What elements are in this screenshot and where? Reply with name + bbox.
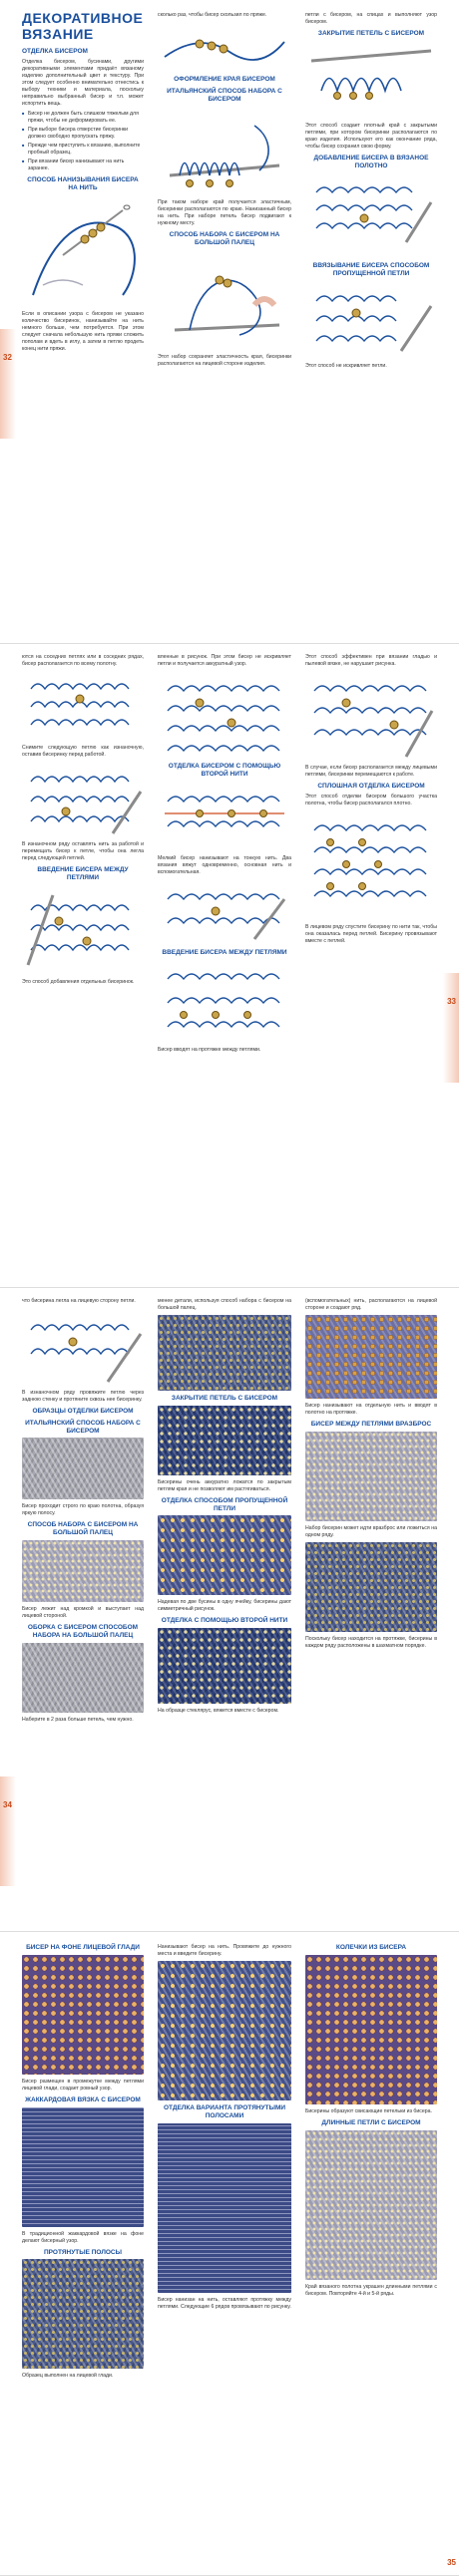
section-heading: ВВЕДЕНИЕ БИСЕРА МЕЖДУ ПЕТЛЯМИ [162, 948, 287, 956]
subsection-heading: СПОСОБ НАБОРА С БИСЕРОМ НА БОЛЬШОЙ ПАЛЕЦ [169, 231, 280, 247]
section-heading: СПЛОШНАЯ ОТДЕЛКА БИСЕРОМ [317, 783, 425, 791]
paragraph: Бисерины образуют свисающие петельки из бисера. [305, 2107, 432, 2114]
subsection-heading: ВВЯЗЫВАНИЕ БИСЕРА СПОСОБОМ ПРОПУЩЕННОЙ ПЕТЛИ [312, 262, 430, 278]
pattern-diagram [158, 671, 291, 759]
paragraph: Край вязаного полотна украшен длинными петлями с бисером. Повторяйте 4-й и 5-й ряды. [305, 2283, 437, 2297]
thumb-cast-on-diagram [158, 250, 291, 350]
paragraph: Бисерины очень аккуратно ложатся по закрытым петлям края и не позволяют им растягиваться. [158, 1478, 291, 1492]
solid-bead-diagram [305, 810, 437, 920]
column-3 [301, 1932, 441, 2575]
paragraph: Снимите следующую петлю как изнаночную, оставив бисеринку перед работой. [22, 745, 144, 759]
paragraph: Этот способ отделки бисером большого участка полотна, чтобы бисер располагался плотно. [305, 793, 437, 806]
italian-cast-on-diagram [158, 106, 291, 195]
column-1 [18, 1288, 148, 1931]
bead-thread-diagram [158, 22, 291, 72]
subsection-heading: СПОСОБ НАБОРА С БИСЕРОМ НА БОЛЬШОЙ ПАЛЕЦ [27, 1521, 139, 1537]
paragraph: менее детали, используя способ набора с бисером на большой палец. [158, 1298, 291, 1312]
purl-bead-diagram [22, 762, 144, 837]
paragraph: Образец выполнен на лицевой глади. [22, 2373, 114, 2380]
paragraph: Отделка бисером, бусинами, другими декоративными элементами придаёт вязаному изделию дополнительный цвет и текстуру. При этом следует особенно внимательно отнестись к выбору техники и материала, поскольку неправильно выбранный бисер и т.п. может испортить вещь. [22, 58, 144, 107]
knit-sample-photo [305, 1542, 437, 1632]
page-35 [0, 1932, 459, 2576]
column-2 [154, 1932, 295, 2575]
bullet-item: ■ Прежде чем приступить к вязанию, выполните пробный образец. [22, 143, 144, 157]
paragraph: Этот набор сохраняет эластичность края, бисеринки располагаются на лицевой стороне изделия. [158, 354, 291, 368]
paragraph: Бисер размещен в промежутке между петлями лицевой глади, создает ровный узор. [22, 2078, 144, 2092]
column-1 [18, 644, 148, 1287]
paragraph: В лицевом ряду спустите бисерину по нити так, чтобы она оказалась перед петлей. Бисерину провязывают вместе с петлей. [305, 923, 437, 944]
knit-sample-photo [22, 1643, 144, 1713]
paragraph: Мелкий бисер нанизывают на тонкую нить. Два вязания вяжут одновременно, основная нить и вспомогательная. [158, 854, 291, 875]
section-heading: ЗАКРЫТИЕ ПЕТЕЛЬ С БИСЕРОМ [171, 1395, 278, 1403]
knit-sample-photo [305, 2130, 437, 2280]
section-heading: СПОСОБ НАНИЗЫВАНИЯ БИСЕРА НА НИТЬ [27, 176, 139, 191]
page-edge-marker [443, 973, 459, 1083]
section-heading: ОТДЕЛКА БИСЕРОМ С ПОМОЩЬЮ ВТОРОЙ НИТИ [168, 763, 281, 778]
section-heading: ОТДЕЛКА БИСЕРОМ [22, 48, 88, 55]
page-number: 34 [3, 1800, 12, 1809]
column-2 [154, 644, 295, 1287]
knit-sample-photo [22, 1438, 144, 1499]
section-heading: ДОБАВЛЕНИЕ БИСЕРА В ВЯЗАНОЕ ПОЛОТНО [313, 154, 429, 169]
subsection-heading: ИТАЛЬЯНСКИЙ СПОСОБ НАБОРА С БИСЕРОМ [25, 1419, 141, 1435]
paragraph: (вспомогательных) нить, располагаются на лицевой стороне и создают ряд. [305, 1298, 437, 1312]
paragraph: В изнаночном ряду оставлять нить за работой и перемещать бисер к петле, чтобы она легла перед следующей петлей. [22, 841, 144, 862]
column-3 [301, 644, 441, 1287]
page-edge-marker [0, 329, 16, 439]
section-heading: БИСЕР МЕЖДУ ПЕТЛЯМИ ВРАЗБРОС [310, 1421, 432, 1429]
paragraph: Бисер нанизывают на отдельную нить и вводят в полотно на протяжке. [305, 1403, 437, 1417]
section-heading: ЖАККАРДОВАЯ ВЯЗКА С БИСЕРОМ [25, 2095, 141, 2103]
knit-sample-photo [158, 1515, 291, 1595]
section-heading: БИСЕР НА ФОНЕ ЛИЦЕВОЙ ГЛАДИ [26, 1944, 140, 1951]
paragraph: Нанизывают бисер на нить. Провяжите до нужного места и введите бисерину. [158, 1944, 291, 1958]
stockinette-bead-diagram [305, 671, 437, 761]
section-heading: КОЛЕЧКИ ИЗ БИСЕРА [335, 1944, 407, 1951]
needle-threading-diagram [22, 195, 144, 307]
column-3 [301, 1288, 441, 1931]
knit-sample-photo [158, 1628, 291, 1704]
paragraph: В изнаночном ряду провяжите петлю через заднюю стенку и протяните сквозь нее бисеринку. [22, 1390, 144, 1404]
column-3 [301, 0, 441, 643]
bead-strand-diagram [158, 959, 291, 1043]
knit-sample-photo [22, 1540, 144, 1602]
add-beads-diagram [305, 172, 437, 258]
paragraph: петли с бисером, на спицах и выполняют узор бисером. [305, 12, 437, 26]
paragraph: Это способ добавления отдельных бисеринок. [22, 978, 135, 985]
section-heading: ОТДЕЛКА С ПОМОЩЬЮ ВТОРОЙ НИТИ [161, 1617, 288, 1625]
page-title: ДЕКОРАТИВНОЕ ВЯЗАНИЕ [22, 10, 144, 42]
paragraph: Наберите в 2 раза больше петель, чем нужно. [22, 1716, 134, 1723]
knit-sample-photo [22, 2107, 144, 2227]
paragraph: Надевая по две бусины в одну ячейку, бисерины дают симметричный рисунок. [158, 1599, 291, 1613]
paragraph: Бисер лежит над кромкой и выступает над лицевой стороной. [22, 1606, 144, 1620]
bind-off-diagram [305, 41, 437, 119]
knit-sample-photo [158, 2123, 291, 2293]
knit-bead-diagram [22, 671, 144, 741]
knit-sample-photo [305, 1955, 437, 2104]
section-heading: ВВЕДЕНИЕ БИСЕРА МЕЖДУ ПЕТЛЯМИ [37, 866, 129, 881]
paragraph: Если в описании узора с бисером не указано количество бисеринок, нанизывайте на нить немного больше, чем потребуется. При этом следует сначала небольшую нить пряжи сложить пополам и вдеть в иглу, а затем в петлю продеть конец нити пряжи. [22, 310, 144, 352]
knit-sample-photo [158, 1315, 291, 1391]
second-thread-diagram-2 [158, 879, 291, 945]
page-33 [0, 644, 459, 1288]
purl-back-loop-diagram [22, 1308, 144, 1386]
section-heading: ПРОТЯНУТЫЕ ПОЛОСЫ [44, 2248, 122, 2256]
section-heading: ЗАКРЫТИЕ ПЕТЕЛЬ С БИСЕРОМ [317, 30, 425, 38]
paragraph: сколько раз, чтобы бисер скользил по пряже. [158, 12, 267, 18]
page-number: 32 [3, 353, 12, 362]
paragraph: вленные в рисунок. При этом бисер не искривляет петли и получается аккуратный узор. [158, 654, 291, 668]
paragraph: Набор бисерин может идти вразброс или ложиться на одном ряду. [305, 1524, 437, 1538]
paragraph: Этот способ не искривляет петли. [305, 363, 387, 370]
page-32 [0, 0, 459, 644]
page-number: 33 [447, 997, 456, 1006]
knit-sample-photo [305, 1315, 437, 1399]
paragraph: В случае, если бисер располагается между лицевыми петлями, бисеринки перемещаются к работе. [305, 765, 437, 779]
column-2 [154, 0, 295, 643]
page-number: 35 [447, 2558, 456, 2567]
paragraph: ются на соседних петлях или в соседних рядах, бисер располагается по всему полотну. [22, 654, 144, 668]
page-34 [0, 1288, 459, 1932]
paragraph: Бисер нанизан на нить, оставляют протяжку между петлями. Следующие 6 рядов провязывают по рисунку. [158, 2296, 291, 2310]
paragraph: Бисер проходит строго по краю полотна, образуя яркую полосу. [22, 1503, 144, 1517]
section-heading: ОТДЕЛКА СПОСОБОМ ПРОПУЩЕННОЙ ПЕТЛИ [161, 1496, 288, 1512]
section-heading: ОФОРМЛЕНИЕ КРАЯ БИСЕРОМ [174, 76, 275, 84]
page-edge-marker [0, 1776, 16, 1886]
bullet-item: ■ При выборе бисера отверстие бисеринки должно свободно пропускать пряжу. [22, 127, 144, 141]
section-heading: ДЛИННЫЕ ПЕТЛИ С БИСЕРОМ [321, 2118, 421, 2126]
paragraph: Бисер вводят на протяжке между петлями. [158, 1047, 261, 1054]
knit-sample-photo [305, 1432, 437, 1521]
slip-stitch-bead-diagram [305, 281, 437, 359]
paragraph: При таком наборе край получается эластичным, бисеринки располагаются по краю. Нанизанный бисер на нить. При наборе петель бисер подвигают к нужному месту. [158, 199, 291, 227]
knit-sample-photo [22, 2259, 144, 2369]
knit-sample-photo [22, 1955, 144, 2075]
bead-between-stitches-diagram [22, 885, 144, 975]
column-2 [154, 1288, 295, 1931]
knit-sample-photo [158, 1406, 291, 1475]
paragraph: что бисерина легла на лицевую сторону петли. [22, 1298, 136, 1304]
paragraph: Этот способ эффективен при вязании гладью и пылевой вязке, не нарушает рисунка. [305, 654, 437, 668]
subsection-heading: ОБОРКА С БИСЕРОМ СПОСОБОМ НАБОРА НА БОЛЬШОЙ ПАЛЕЦ [27, 1624, 139, 1639]
section-heading: ОБРАЗЦЫ ОТДЕЛКИ БИСЕРОМ [32, 1408, 134, 1416]
section-heading: ОТДЕЛКА ВАРИАНТА ПРОТЯНУТЫМИ ПОЛОСАМИ [163, 2104, 286, 2119]
paragraph: Этот способ создает плотный край с закрытыми петлями, при котором бисеринки располагаются по краю изделия. Используют его как окончание ряда, чтобы бисер сохранил свою форму. [305, 122, 437, 150]
paragraph: Поскольку бисер находится на протяжке, бисерины в каждом ряду расположены в шахматном порядке. [305, 1635, 437, 1649]
paragraph: На образце стеклярус, вяжется вместе с бисером. [158, 1708, 279, 1715]
column-1 [18, 1932, 148, 2575]
bullet-item: ■ При вязании бисер нанизывают на нить заранее. [22, 159, 144, 172]
bullet-item: ■ Бисер не должен быть слишком тяжелым для пряжи, чтобы не деформировать ее. [22, 111, 144, 125]
column-1 [18, 0, 148, 643]
second-thread-diagram [158, 782, 291, 851]
paragraph: В традиционной жаккардовой вязке на фоне делают бисерный узор. [22, 2230, 144, 2244]
knit-sample-photo [158, 1961, 291, 2100]
subsection-heading: ИТАЛЬЯНСКИЙ СПОСОБ НАБОРА С БИСЕРОМ [167, 87, 282, 103]
